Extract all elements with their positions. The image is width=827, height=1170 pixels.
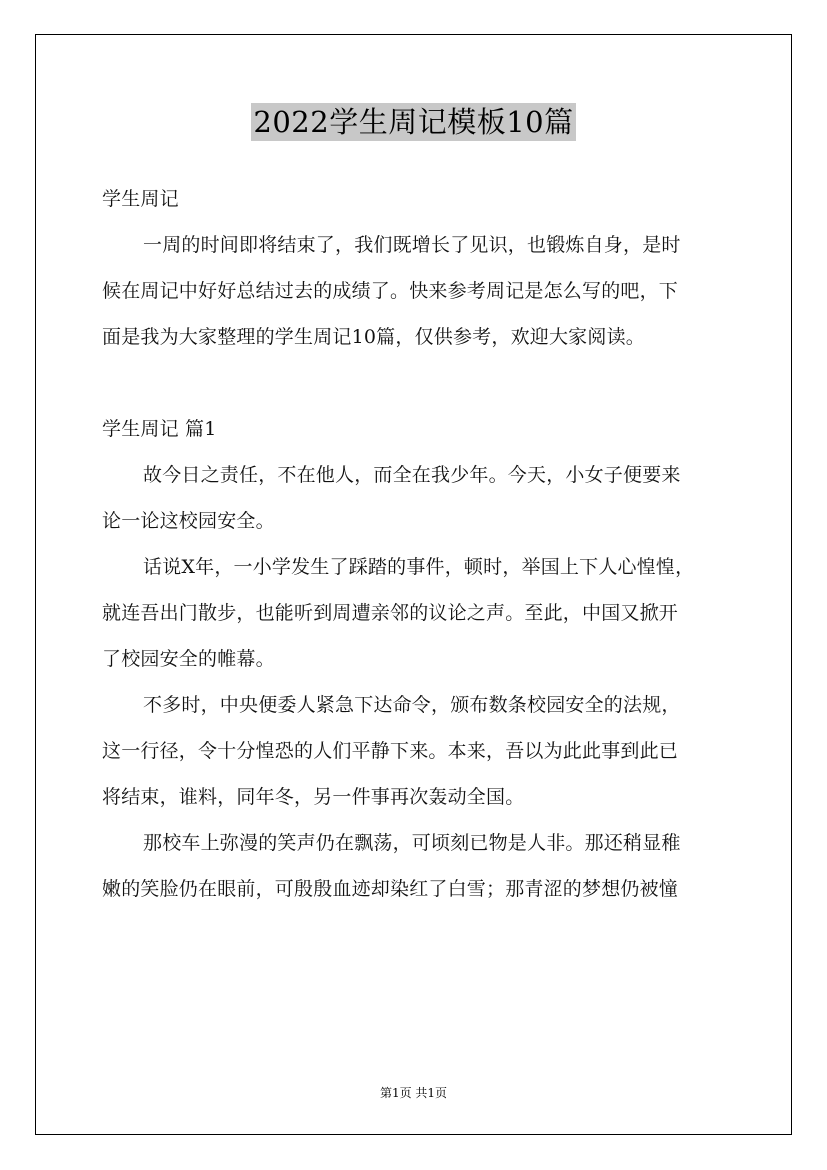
paragraph-line: 嫩的笑脸仍在眼前，可殷殷血迹却染红了白雪；那青涩的梦想仍被憧 [102,878,679,900]
paragraph-line: 了校园安全的帷幕。 [102,648,275,670]
paragraph-line: 将结束，谁料，同年冬，另一件事再次轰动全国。 [102,786,525,808]
section-heading: 学生周记 [102,188,179,210]
intro-line: 候在周记中好好总结过去的成绩了。快来参考周记是怎么写的吧，下 [102,280,679,302]
paragraph-line: 不多时，中央便委人紧急下达命令，颁布数条校园安全的法规， [143,694,681,716]
intro-line: 一周的时间即将结束了，我们既增长了见识，也锻炼自身，是时 [143,234,681,256]
document-title: 2022学生周记模板10篇 [253,105,574,139]
paragraph-line: 这一行径，令十分惶恐的人们平静下来。本来，吾以为此此事到此已 [102,740,679,762]
paragraph-line: 那校车上弥漫的笑声仍在飘荡，可顷刻已物是人非。那还稍显稚 [143,832,681,854]
article-heading: 学生周记 篇1 [102,418,217,440]
paragraph-line: 就连吾出门散步，也能听到周遭亲邻的议论之声。至此，中国又掀开 [102,602,679,624]
intro-line: 面是我为大家整理的学生周记10篇，仅供参考，欢迎大家阅读。 [102,326,645,348]
paragraph-line: 论一论这校园安全。 [102,510,275,532]
title-container [0,103,827,141]
paragraph-line: 故今日之责任，不在他人，而全在我少年。今天，小女子便要来 [143,464,681,486]
paragraph-line: 话说X年，一小学发生了踩踏的事件，顿时，举国上下人心惶惶， [143,556,695,578]
spacer [102,360,730,406]
page-footer: 第1页 共1页 [379,1086,448,1100]
document-body [102,176,730,912]
